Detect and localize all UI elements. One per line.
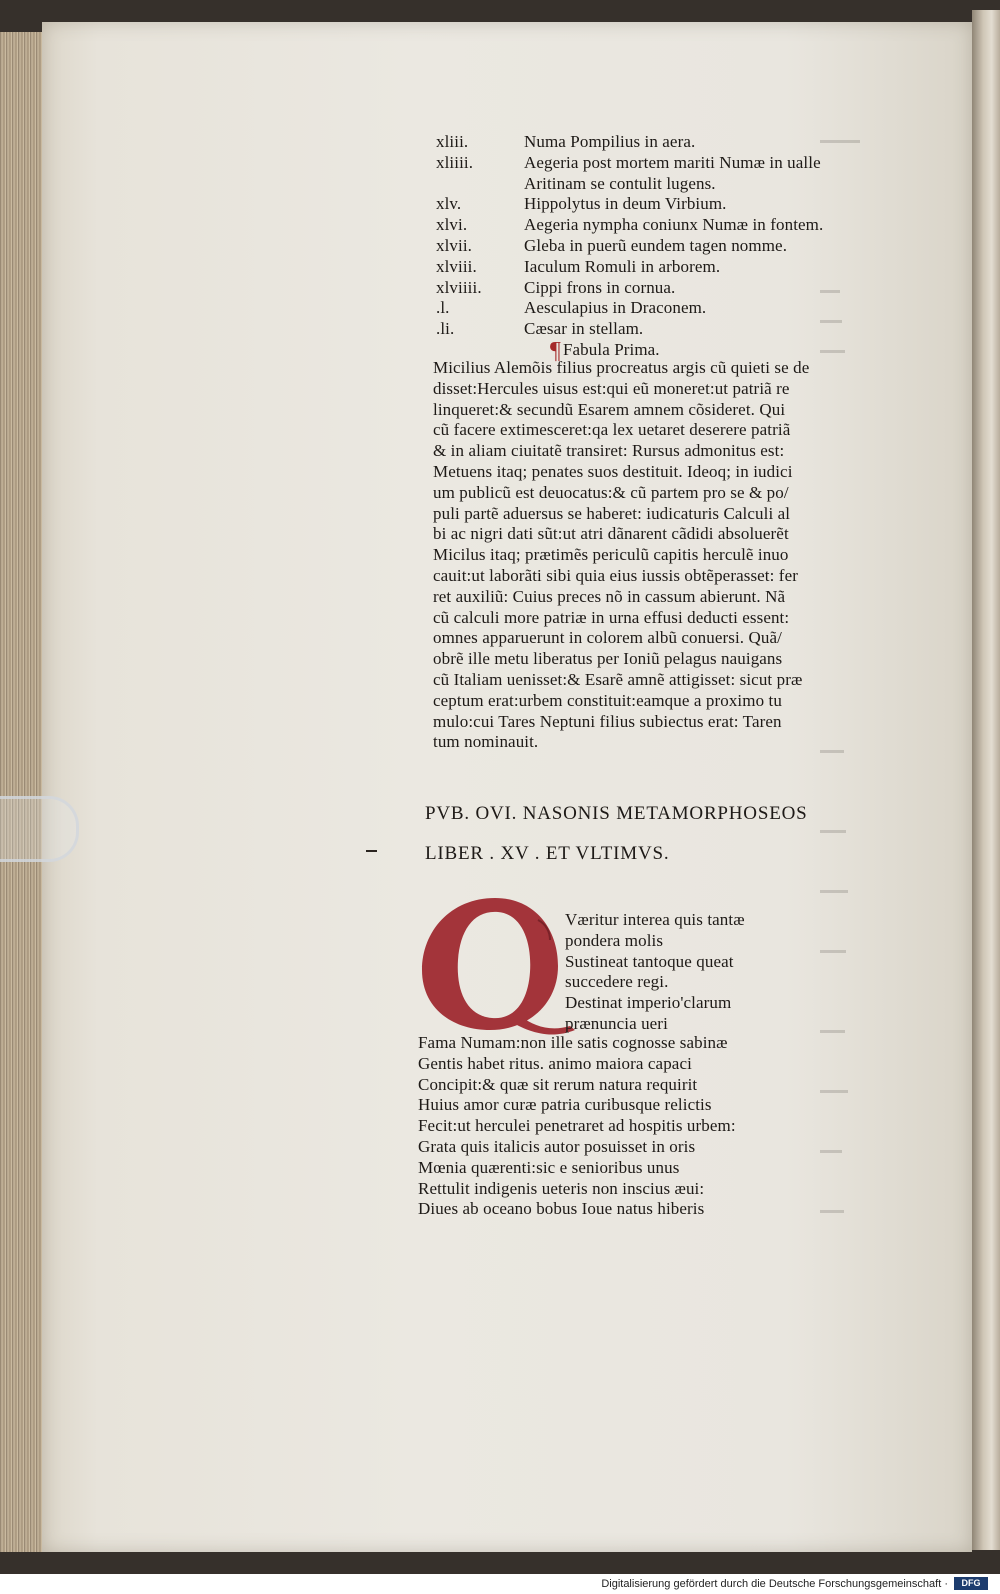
prose-line: cũ calculi more patriæ in urna effusi deducti essent: — [433, 607, 790, 627]
fabula-heading-text: Fabula Prima. — [562, 340, 660, 359]
prose-line: mulo:cui Tares Neptuni filius subiectus erat: Taren — [433, 711, 782, 731]
contents-entry: Numa Pompilius in aera. — [524, 132, 696, 151]
contents-entry: Cippi frons in cornua. — [524, 277, 676, 297]
contents-number: xlv. — [436, 194, 462, 214]
contents-number: .l. — [436, 298, 450, 318]
prose-line: ceptum erat:urbem constituit:eamque a proximo tu — [433, 690, 782, 710]
verse-main — [418, 1033, 736, 1220]
verse-line: Destinat imperio'clarum — [565, 993, 732, 1013]
prose-line: tum nominauit. — [433, 732, 539, 752]
contents-number: xlviii. — [436, 256, 477, 276]
contents-entry: Aegeria nympha coniunx Numæ in fontem. — [524, 215, 824, 235]
verse-line: Rettulit indigenis ueteris non inscius æui: — [418, 1178, 705, 1198]
prose-line: puli partẽ aduersus se haberet: iudicaturis Calculi al — [433, 503, 791, 523]
verse-line: Fecit:ut herculei penetraret ad hospitis urbem: — [418, 1116, 736, 1136]
bleed-through-marks — [820, 130, 880, 1230]
book-page-edges-right — [972, 10, 1000, 1550]
verse-line: Huius amor curæ patria curibusque relictis — [418, 1095, 712, 1115]
prose-line: omnes apparuerunt in colorem albũ conuersi. Quã/ — [433, 628, 782, 648]
decorated-initial-q — [410, 880, 580, 1050]
verse-line: Grata quis italicis autor posuisset in oris — [418, 1136, 696, 1156]
contents-entry: Cæsar in stellam. — [524, 319, 644, 339]
contents-entry: Hippolytus in deum Virbium. — [524, 194, 727, 214]
page-clip — [0, 796, 79, 862]
fabula-prose — [433, 358, 809, 753]
prose-line: & in aliam ciuitatẽ transiret: Rursus admonitus est: — [433, 441, 785, 461]
prose-line: Metuens itaq; penates suos destituit. Ideoq; in iudici — [433, 461, 793, 481]
verse-line: prænuncia ueri — [565, 1013, 668, 1033]
book-page-edges-left — [0, 32, 48, 1552]
prose-line: ret auxiliũ: Cuius preces nõ in cassum abierunt. Nã — [433, 586, 786, 606]
book-title: PVB. OVI. NASONIS METAMORPHOSEOS — [425, 803, 808, 824]
verse-line: Mœnia quærenti:sic e senioribus unus — [418, 1157, 680, 1177]
prose-line: linqueret:& secundũ Esarem amnem cõsideret. Qui — [433, 399, 786, 419]
verse-beside-initial — [565, 910, 745, 1035]
prose-line: cũ Italiam uenisset:& Esarẽ amnẽ attigisset: sicut præ — [433, 669, 803, 689]
contents-number: .li. — [436, 319, 455, 339]
funding-credit: Digitalisierung gefördert durch die Deutsche Forschungsgemeinschaft · — [601, 1578, 948, 1590]
contents-number: xlviiii. — [436, 277, 482, 297]
contents-entry: Iaculum Romuli in arborem. — [524, 256, 721, 276]
contents-number: xliii. — [436, 132, 469, 151]
contents-number: xlvi. — [436, 215, 468, 235]
prose-line: um publicũ est deuocatus:& cũ partem pro se & po/ — [433, 482, 789, 502]
contents-entry: Gleba in puerũ eundem tagen nomme. — [524, 235, 788, 255]
prose-line: obrẽ ille metu liberatus per Ioniũ pelagus nauigans — [433, 649, 783, 669]
prose-line: disset:Hercules uisus est:qui eũ moneret:ut patriã re — [433, 378, 790, 398]
pilcrow-icon: ¶ — [550, 338, 561, 364]
contents-number: xlvii. — [436, 235, 473, 255]
verse-line: Concipit:& quæ sit rerum natura requirit — [418, 1074, 698, 1094]
verse-line: Gentis habet ritus. animo maiora capaci — [418, 1053, 692, 1073]
prose-line: cauit:ut laborãti sibi quia eius iussis obtẽperasset: fer — [433, 565, 798, 585]
prose-line: Micilus itaq; prætimẽs periculũ capitis herculẽ inuo — [433, 545, 789, 565]
verse-line: Væritur interea quis tantæ — [565, 910, 745, 929]
verse-line: Diues ab oceano bobus Ioue natus hiberis — [418, 1199, 705, 1219]
verse-line: Fama Numam:non ille satis cognosse sabinæ — [418, 1033, 728, 1052]
book-subtitle: LIBER . XV . ET VLTIMVS. — [425, 843, 670, 864]
verse-line: pondera molis — [565, 930, 664, 950]
dfg-logo-icon: DFG — [954, 1577, 988, 1590]
contents-entry: Aritinam se contulit lugens. — [524, 173, 716, 193]
contents-number: xliiii. — [436, 152, 474, 172]
contents-entry: Aegeria post mortem mariti Numæ in ualle — [524, 152, 821, 172]
prose-line: bi ac nigri dati sũt:ut atri dãnarent cãdidi absoluerẽt — [433, 524, 789, 544]
ink-mark — [366, 850, 377, 852]
prose-line: Micilius Alemõis filius procreatus argis cũ quieti se de — [433, 358, 810, 377]
verse-line: Sustineat tantoque queat — [565, 951, 734, 971]
prose-line: cũ facere extimesceret:qa lex uetaret deserere patriã — [433, 420, 791, 440]
contents-entry: Aesculapius in Draconem. — [524, 298, 707, 318]
verse-line: succedere regi. — [565, 972, 669, 992]
